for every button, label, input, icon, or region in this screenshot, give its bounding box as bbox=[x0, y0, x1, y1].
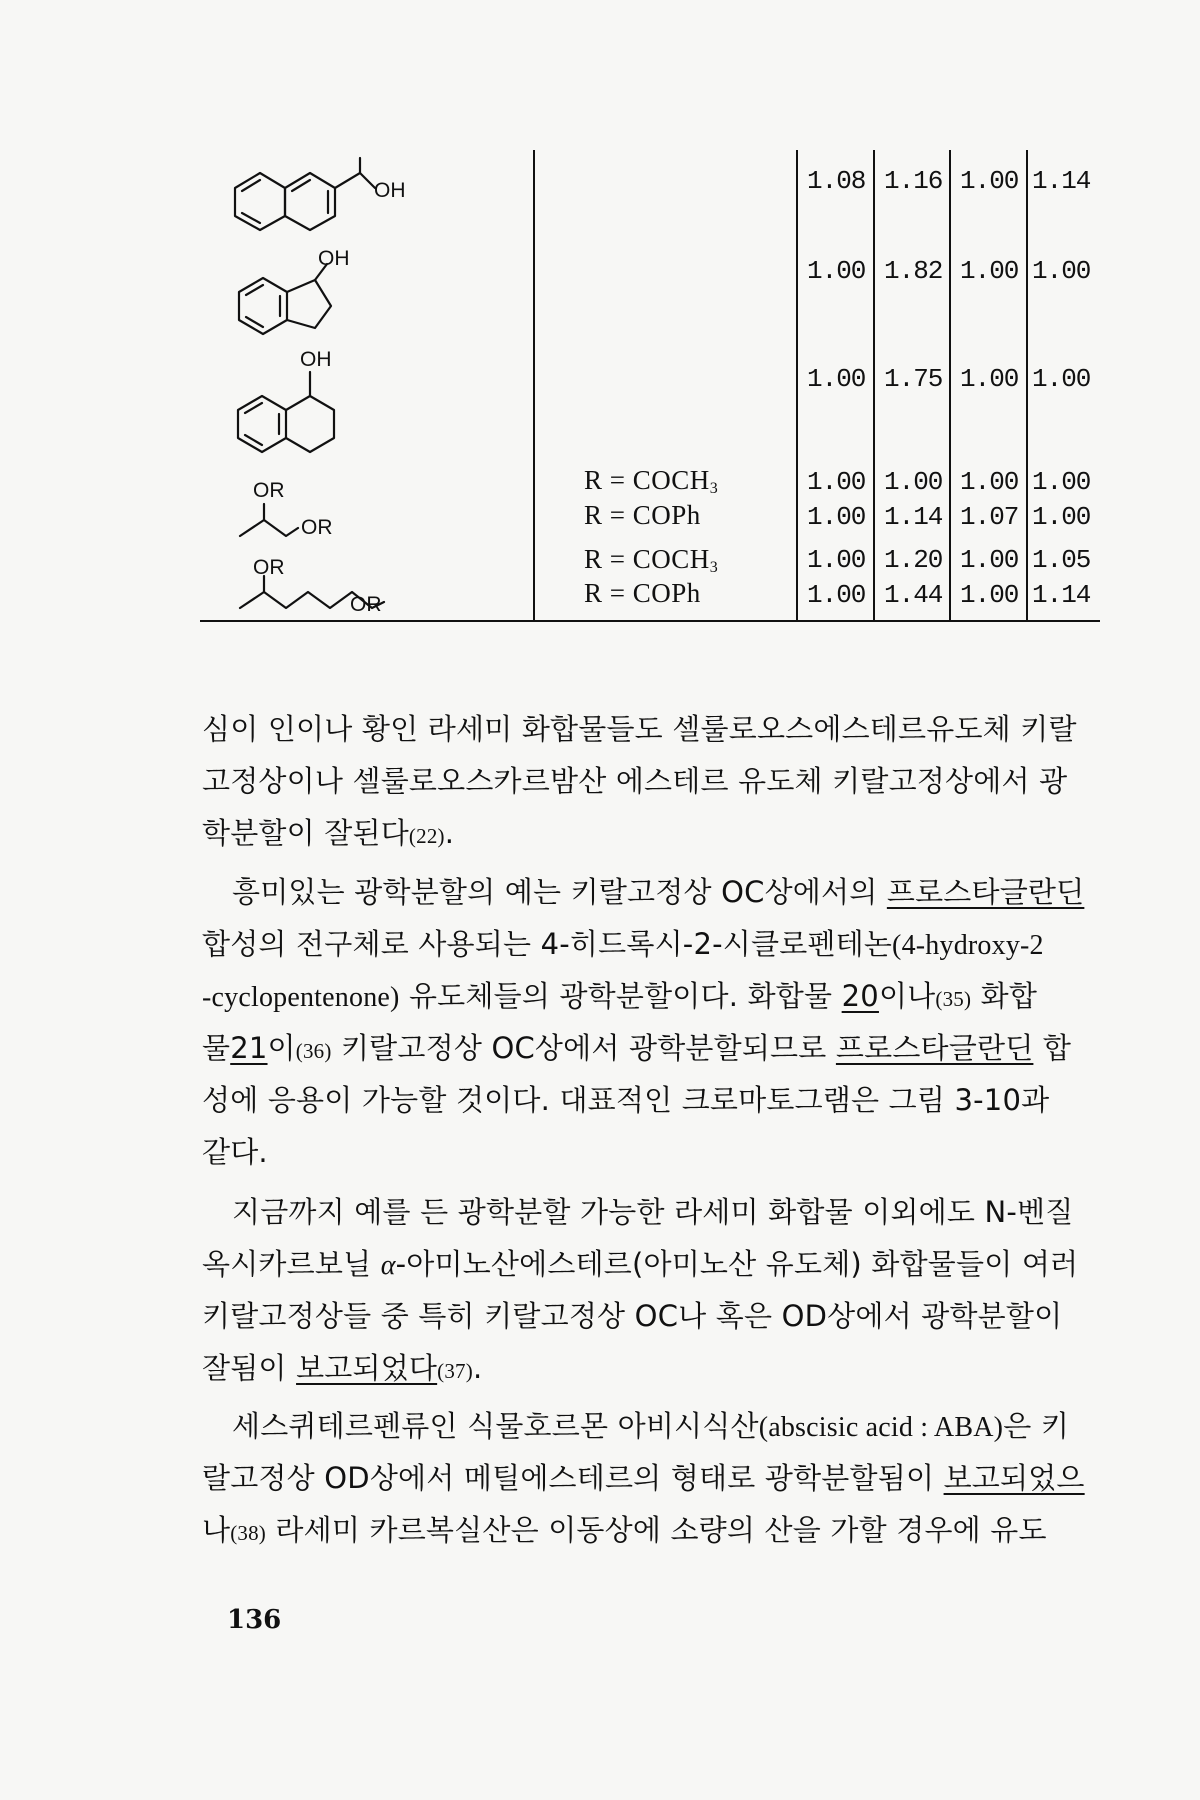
citation: (22) bbox=[408, 824, 445, 848]
table-cell: 1.20 bbox=[884, 545, 943, 575]
atom-label: OH bbox=[300, 348, 332, 371]
table-cell: 1.82 bbox=[884, 256, 943, 286]
table-cell: 1.00 bbox=[807, 467, 866, 497]
table-cell: 1.00 bbox=[1032, 256, 1091, 286]
table-cell: 1.44 bbox=[884, 580, 943, 610]
atom-label: OR bbox=[253, 479, 285, 502]
table-cell: 1.00 bbox=[960, 256, 1019, 286]
citation: (36) bbox=[295, 1039, 332, 1063]
table-cell: 1.16 bbox=[884, 166, 943, 196]
tetralol-structure bbox=[234, 368, 364, 472]
table-divider bbox=[873, 150, 875, 620]
table-divider bbox=[533, 150, 535, 620]
text-line: 심이 인이나 황인 라세미 화합물들도 셀룰로오스에스테르유도체 키랄 bbox=[202, 712, 1077, 746]
table-cell: 1.75 bbox=[884, 364, 943, 394]
table-cell: 1.14 bbox=[1032, 166, 1091, 196]
table-cell: 1.00 bbox=[807, 545, 866, 575]
atom-label: OH bbox=[374, 179, 406, 202]
citation: (38) bbox=[230, 1521, 267, 1545]
citation: (37) bbox=[437, 1359, 473, 1383]
table-cell: 1.00 bbox=[960, 364, 1019, 394]
text-line: 잘됨이 보고되었다(37). bbox=[202, 1351, 483, 1385]
text-line: 물21이(36) 키랄고정상 OC상에서 광학분할되므로 프로스타글란딘 합 bbox=[202, 1031, 1072, 1065]
text-line: 세스퀴테르펜류인 식물호르몬 아비시식산(abscisic acid : ABA)은 키 bbox=[232, 1409, 1070, 1443]
text-line: 같다. bbox=[202, 1135, 268, 1169]
table-cell: 1.08 bbox=[807, 166, 866, 196]
text-line: 지금까지 예를 든 광학분할 가능한 라세미 화합물 이외에도 N-벤질 bbox=[232, 1195, 1074, 1229]
table-cell: 1.00 bbox=[960, 580, 1019, 610]
table-divider bbox=[1026, 150, 1028, 620]
text-line: 흥미있는 광학분할의 예는 키랄고정상 OC상에서의 프로스타글란딘 bbox=[232, 875, 1085, 909]
text-line: 키랄고정상들 중 특히 키랄고정상 OC나 혹은 OD상에서 광학분할이 bbox=[202, 1299, 1063, 1333]
table-divider bbox=[796, 150, 798, 620]
text-line: 나(38) 라세미 카르복실산은 이동상에 소량의 산을 가할 경우에 유도 bbox=[202, 1513, 1047, 1547]
table-cell: 1.00 bbox=[1032, 502, 1091, 532]
atom-label: OR bbox=[350, 593, 382, 616]
table-cell: 1.14 bbox=[884, 502, 943, 532]
table-cell: 1.05 bbox=[1032, 545, 1091, 575]
table-cell: 1.14 bbox=[1032, 580, 1091, 610]
naphthyl-ethanol-structure bbox=[230, 158, 410, 252]
r-group-label: R = COPh bbox=[584, 578, 701, 608]
indanol-structure bbox=[235, 258, 365, 352]
table-divider bbox=[949, 150, 951, 620]
selectivity-table bbox=[0, 0, 1200, 640]
text-line: 랄고정상 OD상에서 메틸에스테르의 형태로 광학분할됨이 보고되었으 bbox=[202, 1461, 1085, 1495]
table-cell: 1.00 bbox=[807, 502, 866, 532]
text-line: -cyclopentenone) 유도체들의 광학분할이다. 화합물 20이나(35) 화합 bbox=[202, 979, 1038, 1013]
butanediol-structure bbox=[238, 578, 408, 622]
table-cell: 1.00 bbox=[807, 580, 866, 610]
table-cell: 1.00 bbox=[1032, 467, 1091, 497]
table-cell: 1.00 bbox=[807, 364, 866, 394]
atom-label: OR bbox=[301, 516, 333, 539]
table-cell: 1.07 bbox=[960, 502, 1019, 532]
table-cell: 1.00 bbox=[960, 166, 1019, 196]
text-line: 학분할이 잘된다(22). bbox=[202, 816, 455, 850]
text-line: 합성의 전구체로 사용되는 4-히드록시-2-시클로펜테논(4-hydroxy-2 bbox=[202, 927, 1044, 961]
citation: (35) bbox=[935, 987, 972, 1011]
r-group-label: R = COPh bbox=[584, 500, 701, 530]
r-group-label: $R = COCH_3$ bbox=[584, 465, 719, 497]
text-line: 고정상이나 셀룰로오스카르밤산 에스테르 유도체 키랄고정상에서 광 bbox=[202, 764, 1068, 798]
table-cell: 1.00 bbox=[1032, 364, 1091, 394]
table-cell: 1.00 bbox=[960, 545, 1019, 575]
table-cell: 1.00 bbox=[884, 467, 943, 497]
r-group-label: $R = COCH_3$ bbox=[584, 544, 719, 576]
text-line: 성에 응용이 가능할 것이다. 대표적인 크로마토그램은 그림 3-10과 bbox=[202, 1083, 1050, 1117]
table-cell: 1.00 bbox=[960, 467, 1019, 497]
atom-label: OR bbox=[253, 556, 285, 579]
table-cell: 1.00 bbox=[807, 256, 866, 286]
text-line: 옥시카르보닐 α-아미노산에스테르(아미노산 유도체) 화합물들이 여러 bbox=[202, 1247, 1079, 1281]
page-number: 136 bbox=[227, 1605, 282, 1635]
atom-label: OH bbox=[318, 247, 350, 270]
